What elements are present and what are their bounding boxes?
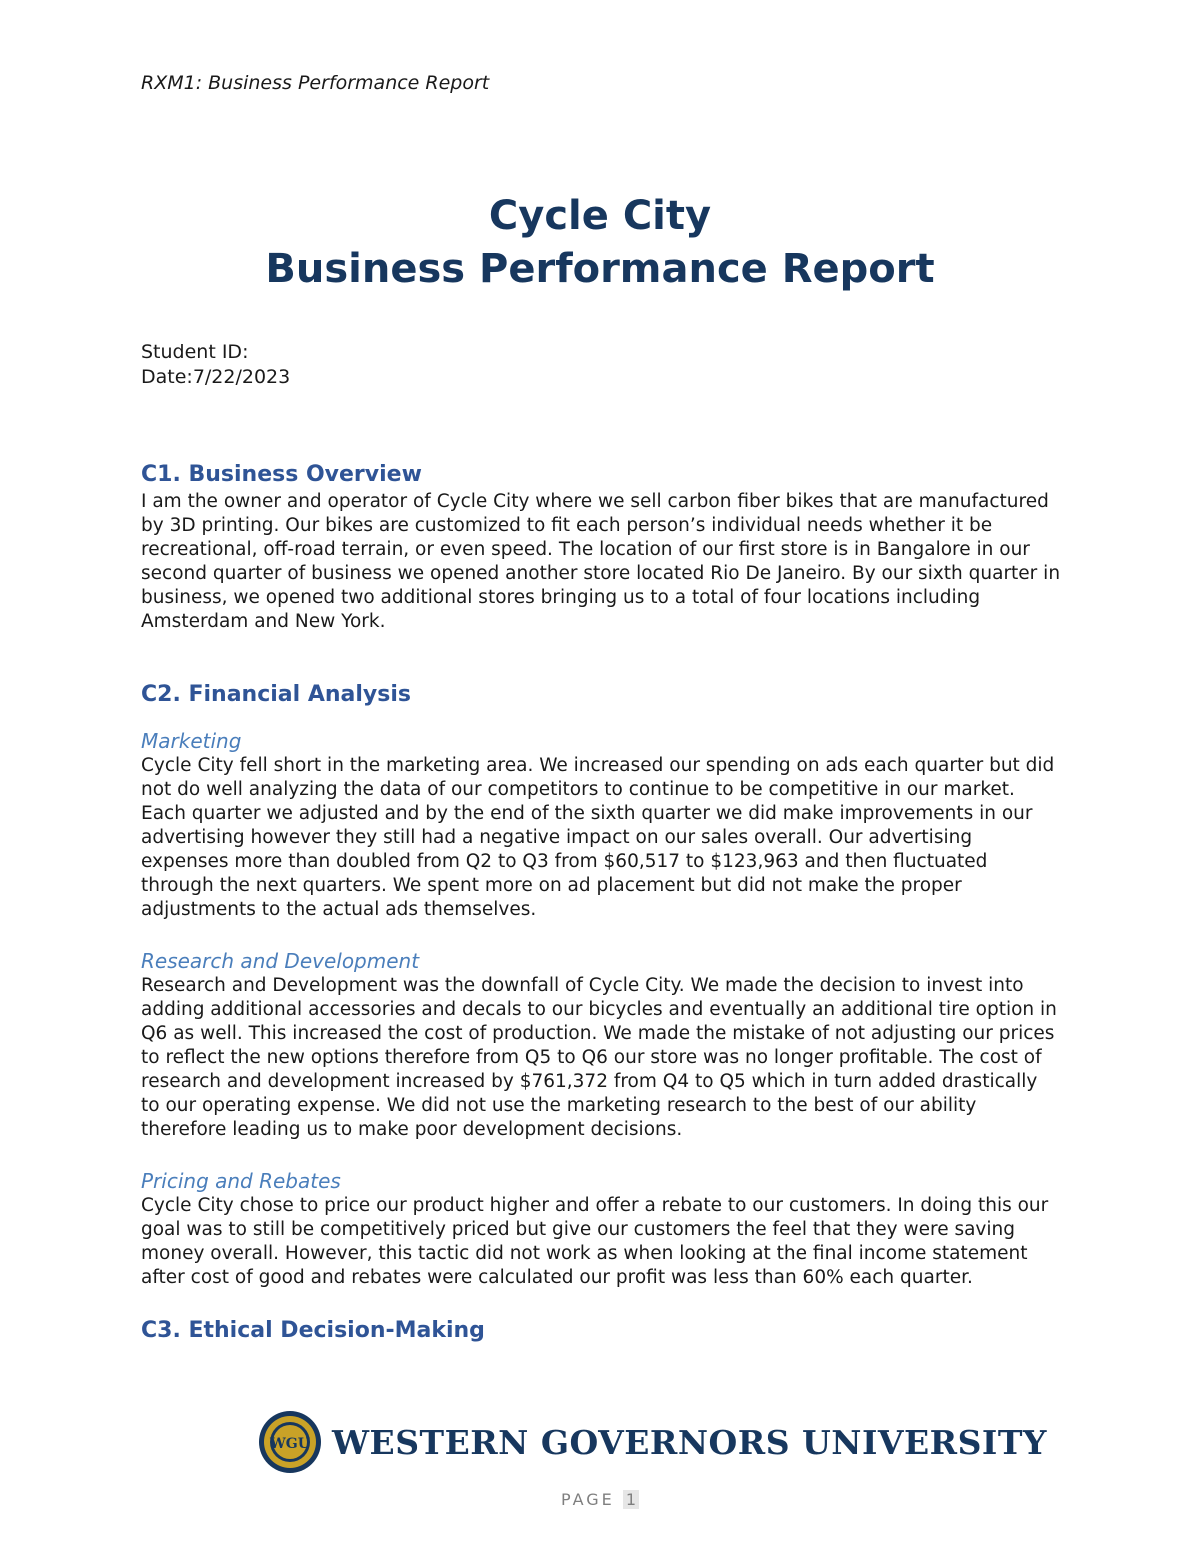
document-body (141, 460, 1061, 1346)
svg-text:WGU: WGU (270, 1436, 310, 1452)
section-heading-c3: C3. Ethical Decision-Making (141, 1318, 485, 1343)
paragraph-business-overview: I am the owner and operator of Cycle City where we sell carbon fiber bikes that are manufactured by 3D printing. Our bikes are customized to fit each person’s individual needs whether it be recreational, off-road terrain, or even speed. The location of our first store is in Bangalore in our second quarter of business we opened another store located Rio De Janeiro. By our sixth quarter in business, we opened two additional stores bringing us to a total of four locations including Amsterdam and New York. (141, 491, 1061, 632)
document-meta (141, 340, 290, 390)
paragraph-marketing: Cycle City fell short in the marketing area. We increased our spending on ads each quarter but did not do well analyzing the data of our competitors to continue to be competitive in our market. Each quarter we adjusted and by the end of the sixth quarter we did make improvements in our advertising however they still had a negative impact on our sales overall. Our advertising expenses more than doubled from Q2 to Q3 from $60,517 to $123,963 and then fluctuated through the next quarters. We spent more on ad placement but did not make the proper adjustments to the actual ads themselves. (141, 755, 1055, 920)
running-header: RXM1: Business Performance Report (141, 72, 490, 94)
logo-wordmark: WESTERN GOVERNORS UNIVERSITY (332, 1422, 1047, 1462)
student-id: Student ID: (141, 341, 249, 363)
page-number-value: 1 (623, 1490, 639, 1509)
report-date: Date:7/22/2023 (141, 366, 291, 388)
section-heading-c1: C1. Business Overview (141, 462, 422, 487)
section-heading-c2: C2. Financial Analysis (141, 682, 411, 707)
subheading-pricing-rebates: Pricing and Rebates (141, 1169, 341, 1193)
title-line-2: Business Performance Report (265, 246, 935, 292)
paragraph-pricing-rebates: Cycle City chose to price our product higher and offer a rebate to our customers. In doing this our goal was to still be competitively priced but give our customers the feel that they were saving money overall. However, this tactic did not work as when looking at the final income statement after cost of good and rebates were calculated our profit was less than 60% each quarter. (141, 1195, 1049, 1288)
subheading-research-development: Research and Development (141, 949, 420, 973)
university-seal-icon (258, 1410, 322, 1474)
page-number (0, 1490, 1200, 1509)
paragraph-research-development: Research and Development was the downfall of Cycle City. We made the decision to invest into adding additional accessories and decals to our bicycles and eventually an additional tire option in Q6 as well. This increased the cost of production. We made the mistake of not adjusting our prices to reflect the new options therefore from Q5 to Q6 our store was no longer profitable. The cost of research and development increased by $761,372 from Q4 to Q5 which in turn added drastically to our operating expense. We did not use the marketing research to the best of our ability therefore leading us to make poor development decisions. (141, 975, 1057, 1140)
wgu-logo (258, 1410, 1047, 1474)
title-line-1: Cycle City (488, 193, 712, 239)
subheading-marketing: Marketing (141, 729, 242, 753)
document-title (0, 190, 1200, 296)
page-label: PAGE (560, 1490, 615, 1509)
